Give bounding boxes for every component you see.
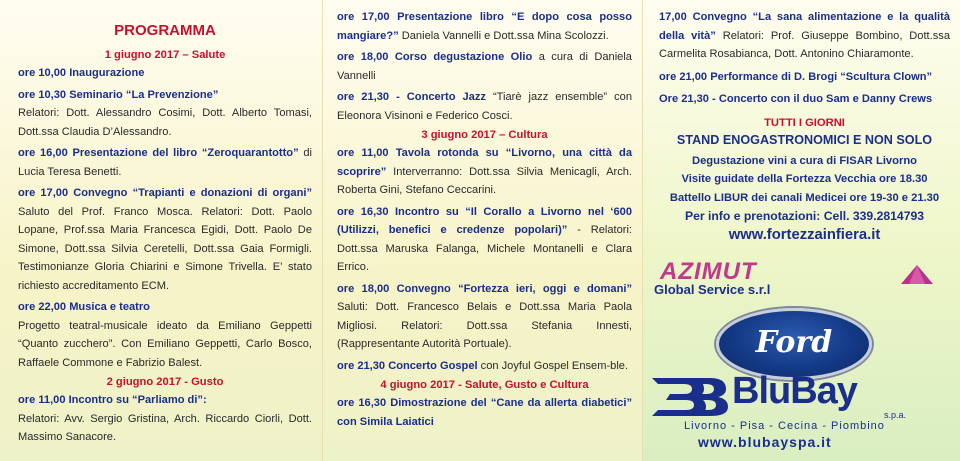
- blubay-cities: Livorno - Pisa - Cecina - Piombino: [684, 420, 885, 432]
- day-3-heading: 3 giugno 2017 – Cultura: [421, 129, 548, 141]
- event-presentazione-mangiare: ore 17,00 Presentazione libro “E dopo cosa posso mangiare?” Daniela Vannelli e Dott.ssa Mina Scolozzi.: [337, 11, 632, 42]
- info-degustazione: Degustazione vini a cura di FISAR Livorno: [691, 154, 918, 167]
- blubay-wordmark: BluBay: [732, 370, 857, 412]
- event-degustazione-olio: ore 18,00 Corso degustazione Olio a cura di Daniela Vannelli: [337, 51, 632, 82]
- event-seminario: ore 10,30 Seminario “La Prevenzione” Relatori: Dott. Alessandro Cosimi, Dott. Alberto Tomasi, Dott.ssa Claudia D’Alessandro.: [18, 88, 312, 138]
- azimut-triangle-icon: [900, 264, 934, 286]
- event-sam-danny: Ore 21,30 - Concerto con il duo Sam e Danny Crews: [659, 93, 933, 105]
- blubay-spa: s.p.a.: [884, 410, 907, 420]
- azimut-subtitle: Global Service s.r.l: [654, 282, 771, 297]
- event-parliamo-di: ore 11,00 Incontro su “Parliamo di”: Relatori: Avv. Sergio Gristina, Arch. Riccardo Ciorli, Dott. Massimo Sanacore.: [18, 394, 312, 443]
- blubay-website[interactable]: www.blubayspa.it: [698, 434, 832, 450]
- info-battello: Battello LIBUR dei canali Medicei ore 19-30 e 21.30: [669, 191, 940, 204]
- website-link[interactable]: www.fortezzainfiera.it: [728, 227, 881, 243]
- event-sana-alimentazione: 17,00 Convegno “La sana alimentazione e la qualità della vità” Relatori: Prof. Giuseppe Bombino, Dott.ssa Carmelita Rosabianca, Dott. Antonino Chiaramonte.: [659, 11, 950, 60]
- event-scultura-clown: ore 21,00 Performance di D. Brogi “Scultura Clown”: [659, 70, 933, 83]
- column-1: [0, 0, 322, 461]
- info-prenotazioni: Per info e prenotazioni: Cell. 339.2814793: [684, 209, 925, 223]
- event-presentazione-libro: ore 16,00 Presentazione del libro “Zeroquarantotto” di Lucia Teresa Benetti.: [18, 147, 312, 178]
- day-4-heading: 4 giugno 2017 - Salute, Gusto e Cultura: [380, 379, 589, 391]
- event-tavola-rotonda: ore 11,00 Tavola rotonda su “Livorno, una città da scoprire” Interverranno: Dott.ssa Silvia Menicagli, Arch. Roberta Gini, Stefano Ceccarini.: [337, 147, 632, 196]
- event-convegno-trapianti: ore 17,00 Convegno “Trapianti e donazioni di organi” Saluto del Prof. Franco Mosca. Relatori: Dott. Paolo Lopane, Prof.ssa Maria Francesca Egidi, Dott. Paolo De Simone, Dott.ssa Silvia Ceretelli, Dott.ssa Gaia Formigli. Testimonianze Gloria Chiarini e Simone Trivella. E’ stato richiesto accreditamento ECM.: [18, 187, 312, 292]
- info-visite: Visite guidate della Fortezza Vecchia ore 18.30: [681, 173, 928, 185]
- event-cane-allerta: ore 16,30 Dimostrazione del “Cane da allerta diabetici” con Simila Laiatici: [337, 397, 632, 428]
- day-2-heading: 2 giugno 2017 - Gusto: [106, 376, 224, 388]
- program-title: PROGRAMMA: [114, 22, 216, 39]
- tutti-i-giorni-heading: TUTTI I GIORNI: [764, 116, 845, 129]
- event-musica-teatro: ore 22,00 Musica e teatro Progetto teatral-musicale ideato da Emiliano Geppetti “Quanto zucchero”. Con Emiliano Geppetti, Carlo Bosco, Raffaele Commone e Fabrizio Balest.: [18, 301, 312, 369]
- event-corallo: ore 16,30 Incontro su “Il Corallo a Livorno nel ‘600 (Utilizzi, benefici e credenze popolari)” - Relatori: Dott.ssa Maruska Falanga, Michele Montanelli e Clara Errico.: [337, 205, 633, 273]
- stand-heading: STAND ENOGASTRONOMICI E NON SOLO: [676, 132, 933, 147]
- event-gospel: ore 21,30 Concerto Gospel con Joyful Gospel Ensem-ble.: [337, 359, 629, 372]
- day-1-heading: 1 giugno 2017 – Salute: [104, 49, 226, 61]
- blubay-logo: [648, 372, 948, 457]
- ford-wordmark: Ford: [755, 325, 833, 360]
- event-concerto-jazz: ore 21,30 - Concerto Jazz “Tiarè jazz ensemble” con Eleonora Visinoni e Federico Cosci.: [337, 91, 632, 122]
- event-inaugurazione: ore 10,00 Inaugurazione: [18, 67, 145, 79]
- azimut-logo: [650, 258, 950, 298]
- blubay-mark-icon: [648, 372, 730, 418]
- column-2: [322, 0, 642, 461]
- event-fortezza: ore 18,00 Convegno “Fortezza ieri, oggi e domani” Saluti: Dott. Francesco Belais e Dott.ssa Maria Paola Migliosi. Relatori: Dott.ssa Stefania Innesti, (Rappresentante Autorità Portuale).: [337, 282, 632, 350]
- azimut-wordmark: AZIMUT: [660, 258, 757, 285]
